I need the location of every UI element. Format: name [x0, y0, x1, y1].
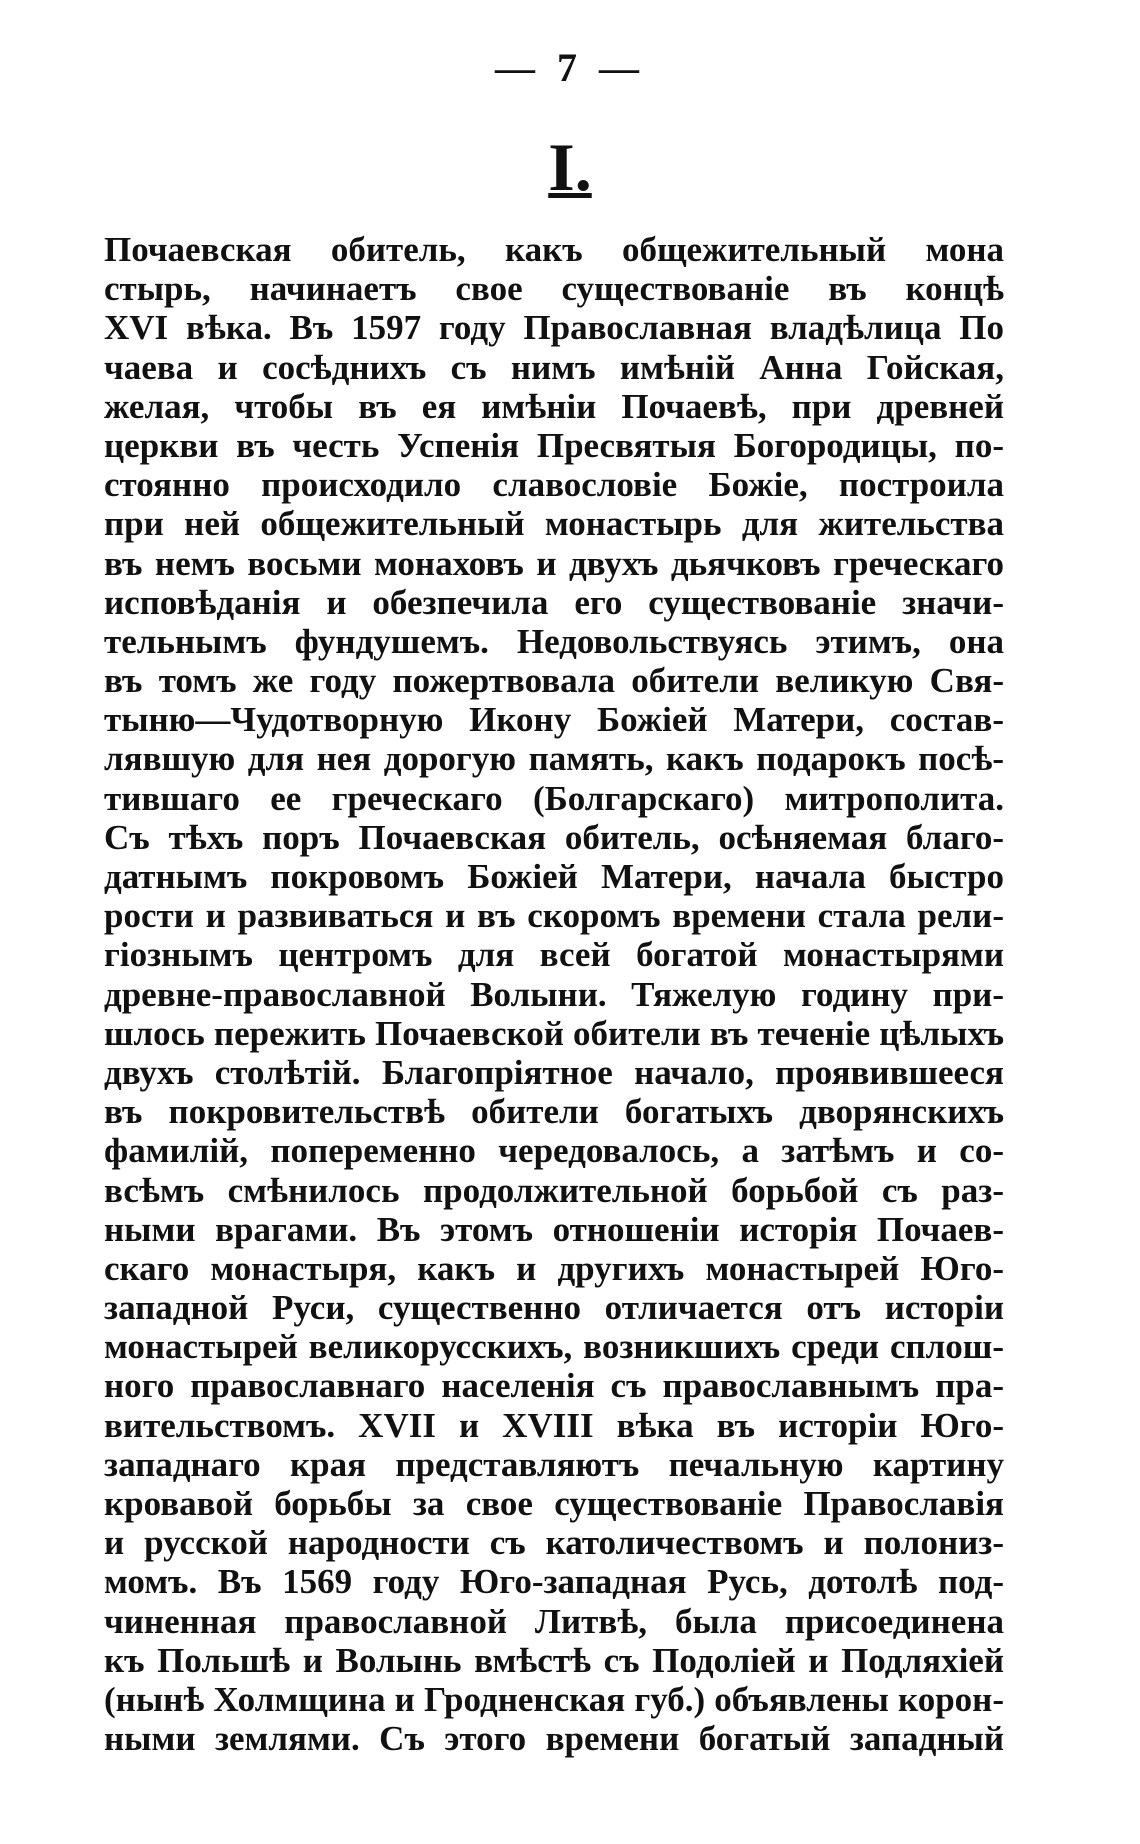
text-line: XVI вѣка. Въ 1597 году Православная владѣлица По [104, 308, 1004, 348]
text-line: монастырей великорусскихъ, возникшихъ среди сплош- [104, 1327, 1004, 1367]
text-line: двухъ столѣтій. Благопріятное начало, проявившееся [104, 1052, 1004, 1092]
text-line: вительствомъ. XVII и XVIII вѣка въ исторіи Юго- [104, 1405, 1004, 1445]
text-line: въ немъ восьми монаховъ и двухъ дьячковъ греческаго [104, 543, 1004, 583]
text-line: рости и развиваться и въ скоромъ времени стала рели- [104, 896, 1004, 936]
text-line: и русской народности съ католичествомъ и полониз- [104, 1523, 1004, 1563]
text-line: тельнымъ фундушемъ. Недовольствуясь этимъ, она [104, 621, 1004, 661]
page-number: — 7 — [495, 45, 645, 90]
text-line: чаева и сосѣднихъ съ нимъ имѣній Анна Гойская, [104, 347, 1004, 387]
text-line: ными землями. Съ этого времени богатый западный [104, 1719, 1004, 1759]
text-line: чиненная православной Литвѣ, была присоединена [104, 1601, 1004, 1641]
text-line: фамилій, попеременно чередовалось, а затѣмъ и со- [104, 1131, 1004, 1171]
text-line: стырь, начинаетъ свое существованіе въ концѣ [104, 269, 1004, 309]
text-line: Съ тѣхъ поръ Почаевская обитель, осѣняемая благо- [104, 817, 1004, 857]
text-line: западной Руси, существенно отличается отъ исторіи [104, 1288, 1004, 1328]
text-line: въ томъ же году пожертвовала обители великую Свя- [104, 661, 1004, 701]
text-line: тыню—Чудотворную Икону Божіей Матери, состав- [104, 700, 1004, 740]
text-line: скаго монастыря, какъ и другихъ монастырей Юго- [104, 1248, 1004, 1288]
text-line: при ней общежительный монастырь для жительства [104, 504, 1004, 544]
text-line: церкви въ честь Успенія Пресвятыя Богородицы, по- [104, 425, 1004, 465]
text-line: древне-православной Волыни. Тяжелую годину при- [104, 974, 1004, 1014]
text-line: Почаевская обитель, какъ общежительный мона [104, 230, 1004, 269]
text-line: въ покровительствѣ обители богатыхъ дворянскихъ [104, 1092, 1004, 1132]
text-line: лявшую для нея дорогую память, какъ подарокъ посѣ- [104, 739, 1004, 779]
text-line: ного православнаго населенія съ православнымъ пра- [104, 1366, 1004, 1406]
text-line: желая, чтобы въ ея имѣніи Почаевѣ, при древней [104, 386, 1004, 426]
text-line: исповѣданія и обезпечила его существованіе значи- [104, 582, 1004, 622]
body-paragraph [104, 230, 1004, 1758]
text-line: тившаго ее греческаго (Болгарскаго) митрополита. [104, 778, 1004, 818]
text-line: (нынѣ Холмщина и Гродненская губ.) объявлены корон- [104, 1679, 1004, 1719]
text-line: всѣмъ смѣнилось продолжительной борьбой съ раз- [104, 1170, 1004, 1210]
text-line: ными врагами. Въ этомъ отношеніи исторія Почаев- [104, 1209, 1004, 1249]
text-line: гіознымъ центромъ для всей богатой монастырями [104, 935, 1004, 975]
text-line: западнаго края представляютъ печальную картину [104, 1444, 1004, 1484]
text-line: стоянно происходило славословіе Божіе, построила [104, 465, 1004, 505]
text-line: шлось пережить Почаевской обители въ теченіе цѣлыхъ [104, 1013, 1004, 1053]
text-line: момъ. Въ 1569 году Юго-западная Русь, дотолѣ под- [104, 1562, 1004, 1602]
chapter-numeral: I. [548, 129, 592, 205]
text-line: кровавой борьбы за свое существованіе Православія [104, 1484, 1004, 1523]
text-line: къ Польшѣ и Волынь вмѣстѣ съ Подоліей и Подляхіей [104, 1640, 1004, 1680]
text-line: датнымъ покровомъ Божіей Матери, начала быстро [104, 857, 1004, 896]
